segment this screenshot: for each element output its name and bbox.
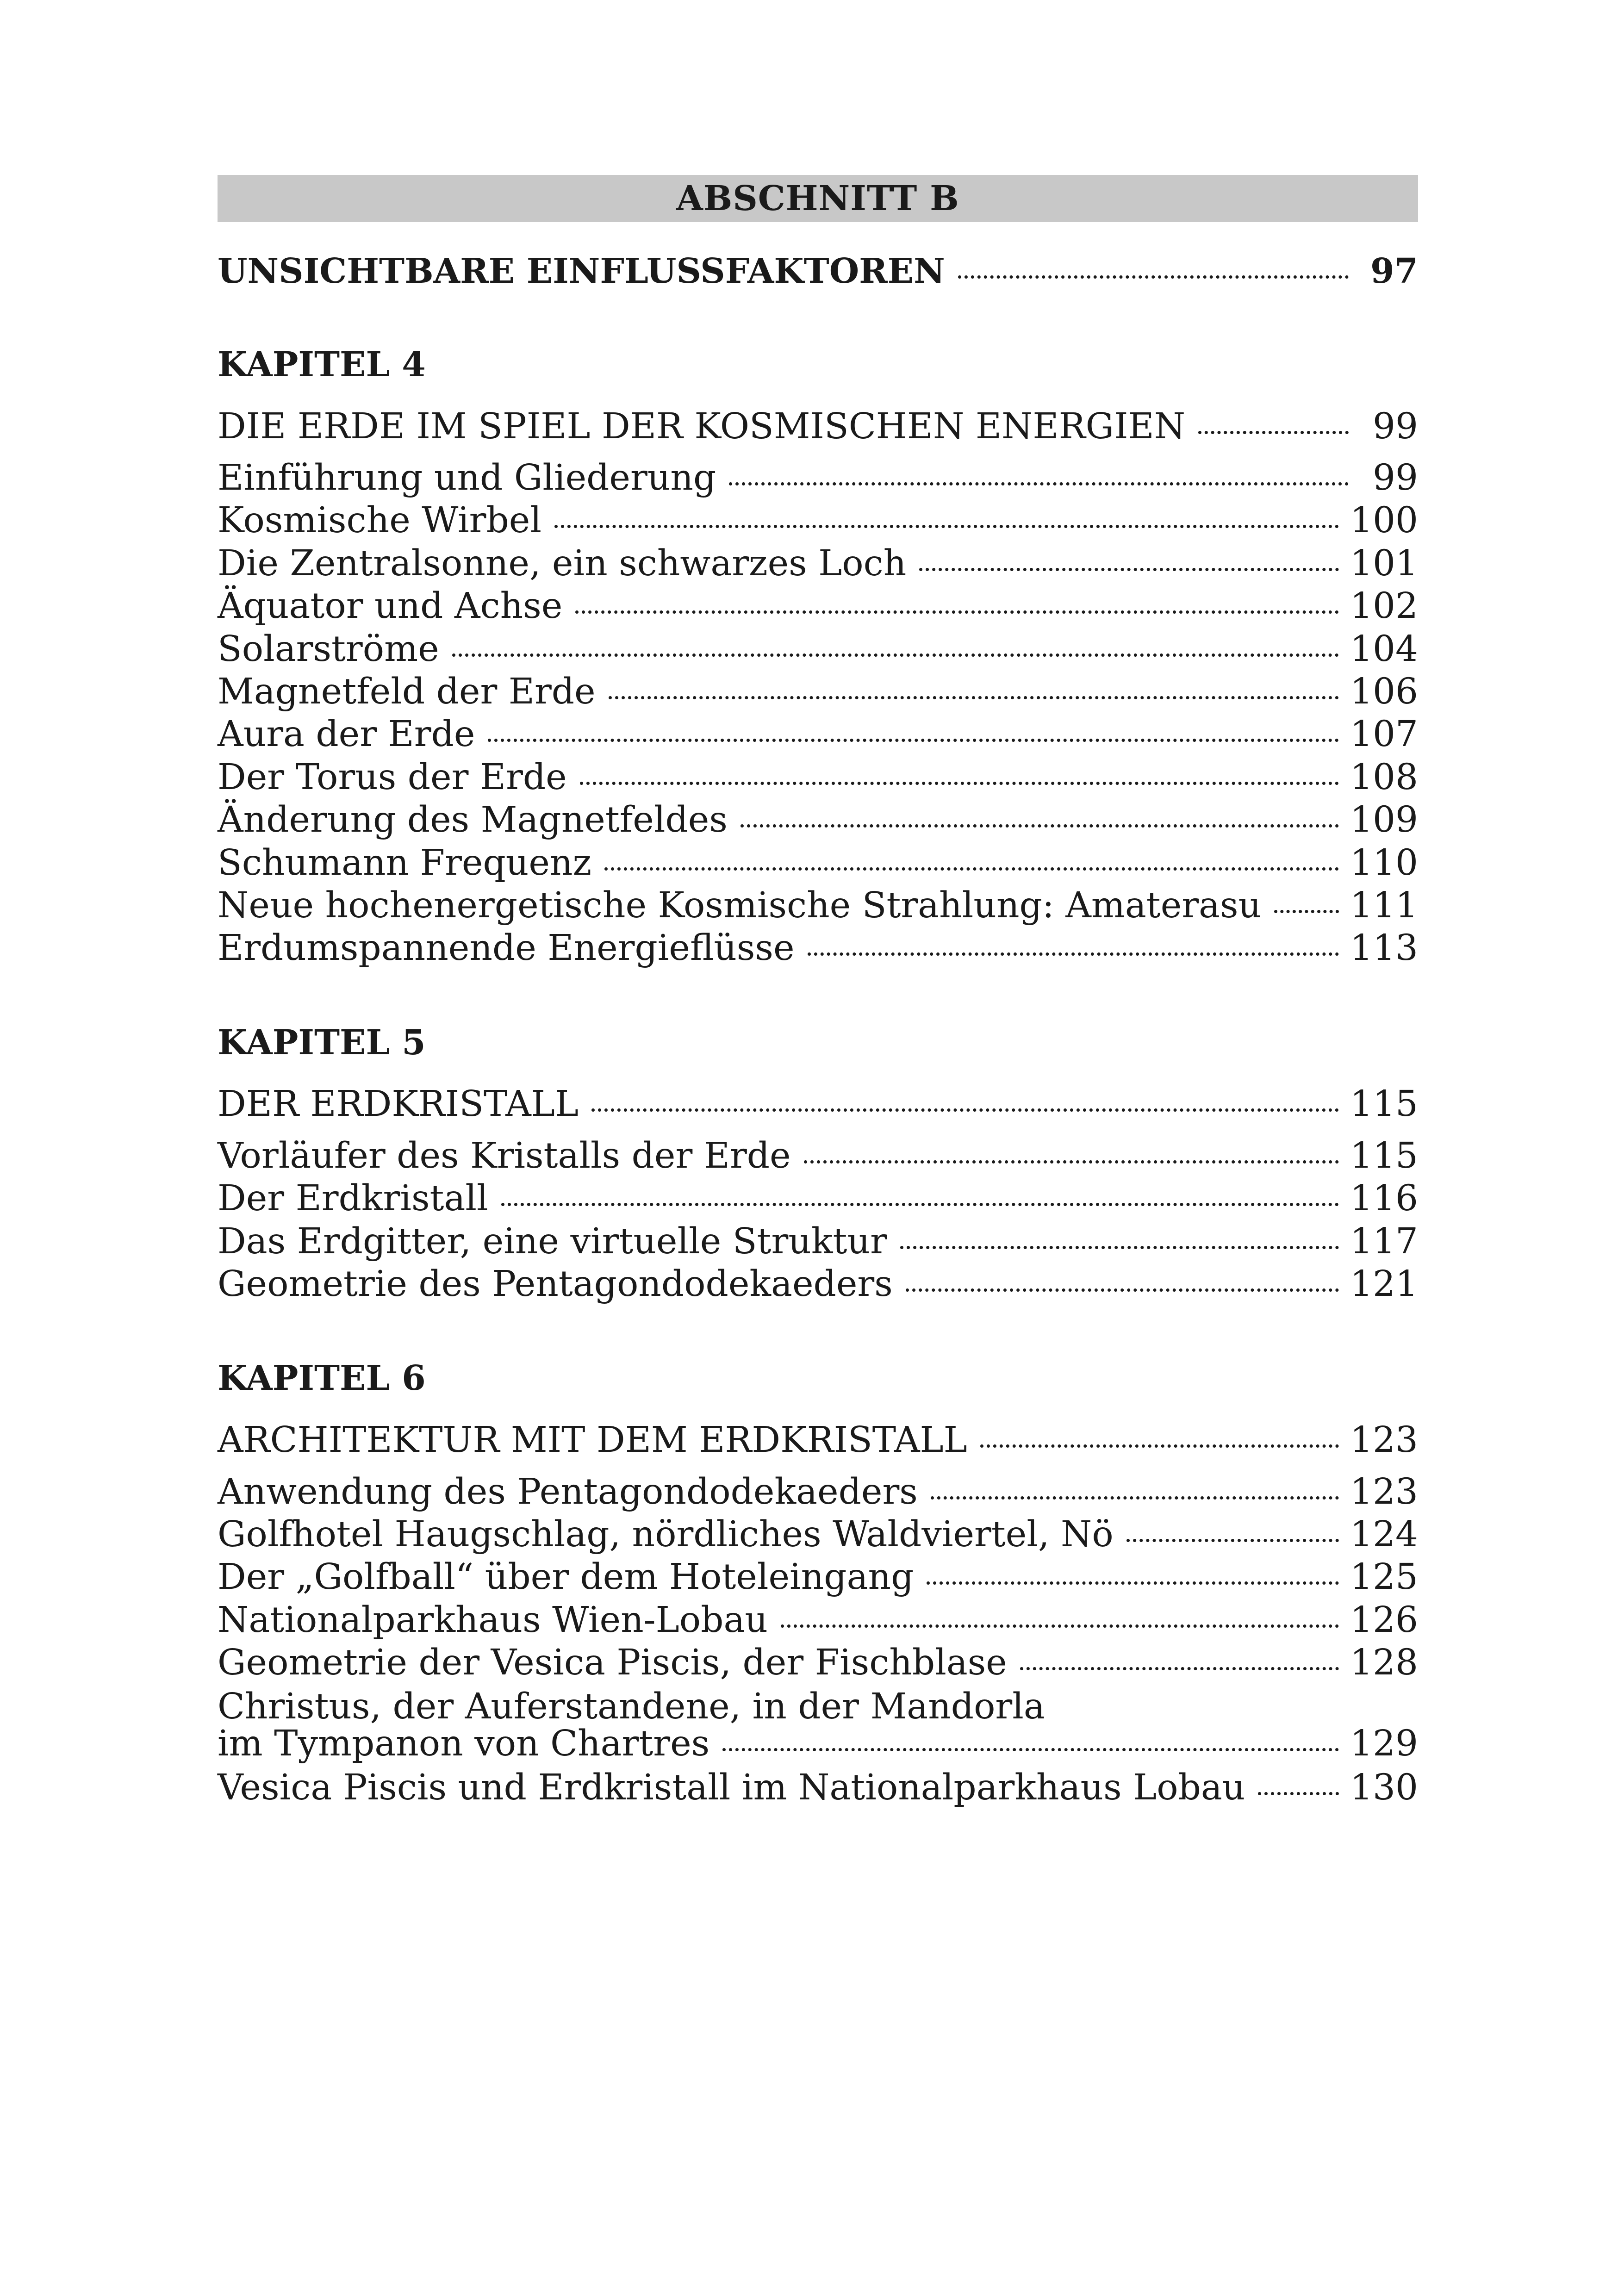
toc-entry[interactable] xyxy=(218,1263,1418,1306)
page-number: 99 xyxy=(1373,405,1418,447)
entry-title: Äquator und Achse xyxy=(218,585,563,627)
entry-title: Vorläufer des Kristalls der Erde xyxy=(218,1135,791,1176)
entry-title: Kosmische Wirbel xyxy=(218,500,541,541)
dot-leader xyxy=(722,1748,1339,1751)
entry-title: Schumann Frequenz xyxy=(218,842,592,884)
toc-entry[interactable] xyxy=(218,499,1418,542)
page-number: 99 xyxy=(1373,457,1418,498)
entry-title: Das Erdgitter, eine virtuelle Struktur xyxy=(218,1220,887,1262)
section-header-bar xyxy=(218,175,1418,222)
chapter-main-row[interactable] xyxy=(218,1083,1418,1126)
page-number: 124 xyxy=(1350,1514,1418,1555)
toc-entry[interactable] xyxy=(218,842,1418,884)
dot-leader xyxy=(958,275,1349,279)
page-number: 129 xyxy=(1350,1723,1418,1765)
toc-entry[interactable] xyxy=(218,1220,1418,1263)
page-number: 111 xyxy=(1350,884,1418,926)
dot-leader xyxy=(804,1160,1339,1164)
section-label: ABSCHNITT B xyxy=(676,179,959,218)
toc-entry[interactable] xyxy=(218,1471,1418,1513)
page-number: 125 xyxy=(1350,1556,1418,1598)
chapter-heading: KAPITEL 4 xyxy=(218,344,426,385)
page-number: 107 xyxy=(1350,714,1418,755)
dot-leader xyxy=(741,824,1339,828)
toc-entry[interactable] xyxy=(218,799,1418,841)
chapter-title: DIE ERDE IM SPIEL DER KOSMISCHEN ENERGIEN xyxy=(218,405,1186,447)
page-number: 115 xyxy=(1350,1135,1418,1176)
page-number: 126 xyxy=(1350,1599,1418,1641)
dot-leader xyxy=(781,1624,1339,1628)
page-number: 128 xyxy=(1350,1642,1418,1684)
toc-entry[interactable] xyxy=(218,1767,1418,1809)
dot-leader xyxy=(609,696,1339,699)
dot-leader xyxy=(906,1288,1339,1292)
chapter-heading: KAPITEL 5 xyxy=(218,1022,426,1063)
dot-leader xyxy=(604,867,1339,871)
toc-entry[interactable] xyxy=(218,585,1418,628)
dot-leader xyxy=(1258,1792,1339,1795)
dot-leader xyxy=(931,1496,1339,1500)
entry-title: Erdumspannende Energieflüsse xyxy=(218,927,795,969)
page-number: 123 xyxy=(1350,1471,1418,1512)
toc-entry[interactable] xyxy=(218,1556,1418,1599)
page-number: 117 xyxy=(1350,1220,1418,1262)
dot-leader xyxy=(591,1108,1339,1112)
toc-entry[interactable] xyxy=(218,628,1418,671)
toc-entry[interactable] xyxy=(218,884,1418,927)
toc-entry[interactable] xyxy=(218,671,1418,713)
entry-title: Änderung des Magnetfeldes xyxy=(218,799,728,841)
entry-title: Die Zentralsonne, ein schwarzes Loch xyxy=(218,542,907,584)
chapter-main-row[interactable] xyxy=(218,1419,1418,1462)
toc-entry[interactable] xyxy=(218,713,1418,756)
chapter-title: ARCHITEKTUR MIT DEM ERDKRISTALL xyxy=(218,1419,967,1461)
toc-entry[interactable] xyxy=(218,1177,1418,1220)
page-number: 101 xyxy=(1350,542,1418,584)
toc-entry[interactable] xyxy=(218,1135,1418,1177)
page-number: 109 xyxy=(1350,799,1418,841)
entry-title: Golfhotel Haugschlag, nördliches Waldviertel, Nö xyxy=(218,1514,1114,1555)
section-title-row[interactable] xyxy=(218,251,1418,292)
entry-title: Der Torus der Erde xyxy=(218,756,567,798)
entry-list xyxy=(218,1135,1418,1306)
page-number: 110 xyxy=(1350,842,1418,884)
entry-title: Der „Golfball“ über dem Hoteleingang xyxy=(218,1556,914,1598)
dot-leader xyxy=(575,610,1339,614)
toc-entry[interactable] xyxy=(218,1642,1418,1684)
entry-list xyxy=(218,457,1418,970)
page-number: 108 xyxy=(1350,756,1418,798)
dot-leader xyxy=(452,653,1339,657)
dot-leader xyxy=(580,782,1339,785)
page-number: 121 xyxy=(1350,1263,1418,1305)
entry-title: Christus, der Auferstandene, in der Mandorla xyxy=(218,1686,1045,1727)
entry-title: Solarströme xyxy=(218,628,439,670)
page-number: 106 xyxy=(1350,671,1418,712)
entry-title-continued: im Tympanon von Chartres xyxy=(218,1723,710,1765)
entry-title: Anwendung des Pentagondodekaeders xyxy=(218,1471,918,1512)
dot-leader xyxy=(1198,431,1349,434)
dot-leader xyxy=(488,739,1339,742)
chapter-title: DER ERDKRISTALL xyxy=(218,1083,579,1125)
dot-leader xyxy=(1020,1667,1339,1670)
dot-leader xyxy=(1126,1539,1339,1542)
entry-list xyxy=(218,1471,1418,1810)
page-number: 123 xyxy=(1350,1419,1418,1461)
toc-entry[interactable] xyxy=(218,1513,1418,1556)
toc-entry[interactable] xyxy=(218,457,1418,499)
chapter-heading: KAPITEL 6 xyxy=(218,1358,426,1399)
toc-entry[interactable] xyxy=(218,927,1418,970)
dot-leader xyxy=(1274,910,1339,913)
toc-entry[interactable] xyxy=(218,756,1418,799)
page-number: 97 xyxy=(1370,251,1418,291)
page-number: 102 xyxy=(1350,585,1418,627)
page-number: 115 xyxy=(1350,1083,1418,1125)
page-number: 116 xyxy=(1350,1178,1418,1220)
entry-title: Neue hochenergetische Kosmische Strahlung: Amaterasu xyxy=(218,884,1262,926)
dot-leader xyxy=(927,1581,1339,1585)
section-title: UNSICHTBARE EINFLUSSFAKTOREN xyxy=(218,251,945,291)
page-number: 104 xyxy=(1350,628,1418,670)
page-number: 113 xyxy=(1350,927,1418,969)
chapter-main-row[interactable] xyxy=(218,405,1418,448)
entry-title: Nationalparkhaus Wien-Lobau xyxy=(218,1599,768,1641)
toc-entry[interactable] xyxy=(218,1599,1418,1642)
toc-entry-multiline[interactable] xyxy=(218,1688,1418,1763)
toc-entry[interactable] xyxy=(218,542,1418,585)
dot-leader xyxy=(900,1246,1339,1249)
dot-leader xyxy=(501,1203,1339,1206)
entry-title: Der Erdkristall xyxy=(218,1178,488,1220)
dot-leader xyxy=(980,1444,1339,1448)
entry-title: Magnetfeld der Erde xyxy=(218,671,596,712)
dot-leader xyxy=(919,568,1339,571)
page-number: 100 xyxy=(1350,500,1418,541)
page-number: 130 xyxy=(1350,1767,1418,1809)
entry-title: Einführung und Gliederung xyxy=(218,457,716,498)
entry-title: Aura der Erde xyxy=(218,714,475,755)
entry-title: Geometrie des Pentagondodekaeders xyxy=(218,1263,893,1305)
dot-leader xyxy=(554,525,1339,528)
dot-leader xyxy=(729,482,1349,485)
table-of-contents xyxy=(218,175,1418,1810)
dot-leader xyxy=(808,952,1339,956)
entry-title: Geometrie der Vesica Piscis, der Fischblase xyxy=(218,1642,1007,1684)
entry-title: Vesica Piscis und Erdkristall im Nationalparkhaus Lobau xyxy=(218,1767,1245,1809)
